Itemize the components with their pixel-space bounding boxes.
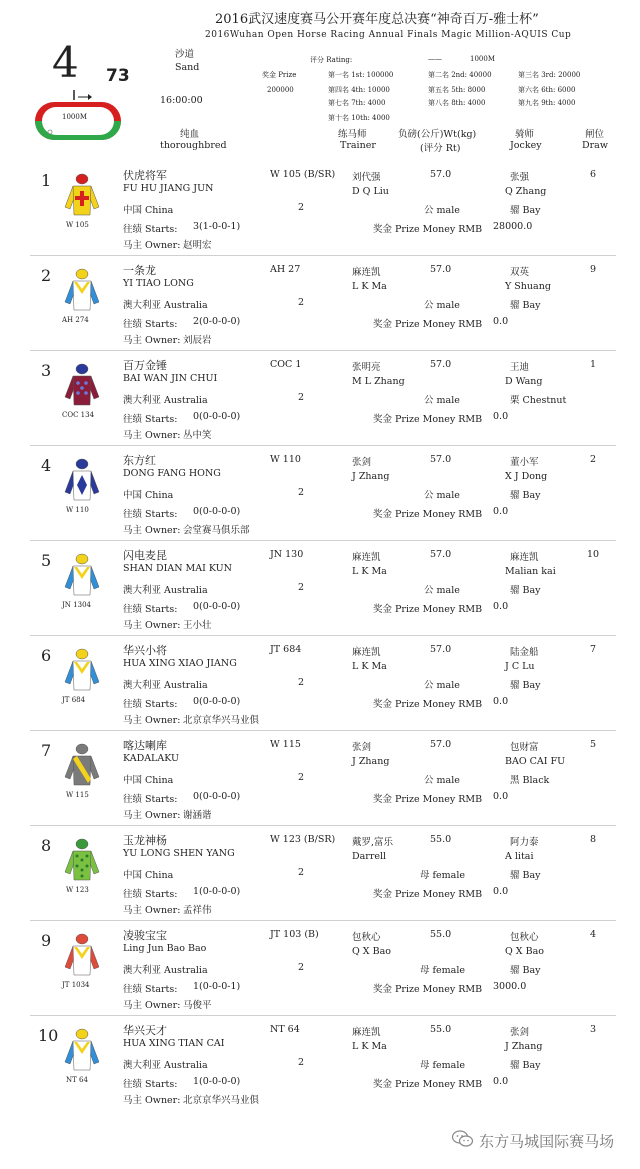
horse-prize-money: 0.0: [493, 506, 509, 517]
horse-owner: 马俊平: [183, 1000, 212, 1011]
jockey-header-en: Jockey: [510, 140, 542, 151]
prize-money-label: 奖金 Prize Money RMB: [373, 414, 483, 425]
silk-code: NT 64: [66, 1076, 88, 1084]
horse-name-en: SHAN DIAN MAI KUN: [123, 563, 232, 574]
horse-name-en: YU LONG SHEN YANG: [123, 848, 235, 859]
horse-colour: 骝 Bay: [510, 585, 541, 596]
draw-number: 6: [590, 169, 597, 180]
horse-weight: 57.0: [430, 359, 452, 370]
horse-colour: 骝 Bay: [510, 205, 541, 216]
horse-colour: 骝 Bay: [510, 680, 541, 691]
horse-prize-money: 28000.0: [493, 221, 533, 232]
horse-sex: 公 male: [424, 205, 460, 216]
silk-code: JN 1304: [62, 601, 91, 609]
weight-header-cn: 负磅(公斤)Wt(kg): [398, 129, 477, 140]
trainer-header-en: Trainer: [340, 140, 376, 151]
rating-label: 评分 Rating:: [310, 56, 353, 64]
prize-money-label: 奖金 Prize Money RMB: [373, 509, 483, 520]
horse-code: JT 103 (B): [270, 929, 319, 940]
draw-number: 5: [590, 739, 597, 750]
trainer-name-en: Q X Bao: [352, 946, 391, 957]
race-time: 16:00:00: [160, 95, 203, 106]
jockey-name-cn: 董小军: [510, 457, 539, 468]
horse-origin: 澳大利亚 Australia: [123, 680, 208, 691]
jockey-name-en: Y Shuang: [505, 281, 551, 292]
horse-sex: 母 female: [420, 1060, 465, 1071]
owner-label: 马主 Owner:: [123, 620, 181, 631]
horse-name-en: DONG FANG HONG: [123, 468, 221, 479]
horse-prize-money: 3000.0: [493, 981, 527, 992]
horse-prize-money: 0.0: [493, 791, 509, 802]
horse-name-en: HUA XING TIAN CAI: [123, 1038, 225, 1049]
owner-label: 马主 Owner:: [123, 1000, 181, 1011]
horse-starts: 3(1-0-0-1): [193, 221, 241, 232]
horse-colour: 骝 Bay: [510, 300, 541, 311]
owner-label: 马主 Owner:: [123, 810, 181, 821]
horse-colour: 黑 Black: [510, 775, 550, 786]
silk-code: W 110: [66, 506, 89, 514]
prize-money-label: 奖金 Prize Money RMB: [373, 889, 483, 900]
trainer-name-en: M L Zhang: [352, 376, 405, 387]
horse-colour: 骝 Bay: [510, 870, 541, 881]
horse-code: AH 27: [270, 264, 301, 275]
surface-cn: 沙道: [175, 49, 195, 60]
horse-starts: 1(0-0-0-0): [193, 886, 241, 897]
trainer-name-cn: 张剑: [352, 742, 372, 753]
trainer-name-cn: 麻连凯: [352, 647, 381, 658]
prize-money-label: 奖金 Prize Money RMB: [373, 984, 483, 995]
trainer-name-en: Darrell: [352, 851, 387, 862]
jockey-name-cn: 王迪: [510, 362, 530, 373]
horse-prize-money: 0.0: [493, 886, 509, 897]
horse-name-cn: 一条龙: [123, 264, 156, 277]
horse-number: 9: [41, 931, 52, 950]
horse-owner: 会堂赛马俱乐部: [183, 525, 250, 536]
horse-number: 8: [41, 836, 52, 855]
horse-owner: 谢涵谐: [183, 810, 212, 821]
prize-6: 第六名 6th: 6000: [518, 86, 576, 94]
jockey-name-en: Malian kai: [505, 566, 556, 577]
horse-code: W 123 (B/SR): [270, 834, 336, 845]
page-title: 2016武汉速度赛马公开赛年度总决赛“神奇百万-雅士杯”: [215, 12, 539, 27]
jockey-name-en: D Wang: [505, 376, 543, 387]
horse-age: 2: [298, 962, 305, 973]
jockey-name-cn: 张剑: [510, 1027, 530, 1038]
prize-4: 第四名 4th: 10000: [328, 86, 390, 94]
horse-starts: 0(0-0-0-0): [193, 696, 241, 707]
owner-label: 马主 Owner:: [123, 240, 181, 251]
prize-money-label: 奖金 Prize Money RMB: [373, 794, 483, 805]
trainer-name-en: D Q Liu: [352, 186, 389, 197]
horse-origin: 中国 China: [123, 490, 174, 501]
starts-label: 往绩 Starts:: [123, 699, 178, 710]
horse-number: 7: [41, 741, 52, 760]
trainer-name-cn: 刘代强: [352, 172, 381, 183]
starts-label: 往绩 Starts:: [123, 794, 178, 805]
horse-prize-money: 0.0: [493, 316, 509, 327]
jockey-silk-icon: [62, 648, 102, 692]
horse-name-en: FU HU JIANG JUN: [123, 183, 214, 194]
horse-prize-money: 0.0: [493, 1076, 509, 1087]
draw-number: 10: [587, 549, 600, 560]
horse-prize-money: 0.0: [493, 411, 509, 422]
jockey-name-en: J C Lu: [505, 661, 535, 672]
horse-name-en: HUA XING XIAO JIANG: [123, 658, 237, 669]
horse-weight: 55.0: [430, 834, 452, 845]
horse-weight: 57.0: [430, 454, 452, 465]
horse-code: W 110: [270, 454, 301, 465]
horse-age: 2: [298, 582, 305, 593]
horse-name-en: BAI WAN JIN CHUI: [123, 373, 218, 384]
prize-money-label: 奖金 Prize Money RMB: [373, 604, 483, 615]
horse-origin: 澳大利亚 Australia: [123, 1060, 208, 1071]
horse-age: 2: [298, 1057, 305, 1068]
prize-money-label: 奖金 Prize Money RMB: [373, 319, 483, 330]
trainer-name-en: L K Ma: [352, 1041, 387, 1052]
horse-number: 6: [41, 646, 52, 665]
starts-label: 往绩 Starts:: [123, 604, 178, 615]
trainer-name-cn: 麻连凯: [352, 1027, 381, 1038]
horse-name-cn: 东方红: [123, 454, 156, 467]
jockey-silk-icon: [62, 838, 102, 882]
jockey-name-cn: 阿力泰: [510, 837, 539, 848]
horse-owner: 孟祥伟: [183, 905, 212, 916]
draw-number: 7: [590, 644, 597, 655]
horse-number: 5: [41, 551, 52, 570]
trainer-name-cn: 戴罗,富乐: [352, 837, 394, 848]
prize-8: 第八名 8th: 4000: [428, 99, 486, 107]
row-divider: [30, 920, 616, 921]
prize-label: 奖金 Prize: [262, 71, 297, 79]
silk-code: JT 1034: [62, 981, 90, 989]
horse-weight: 57.0: [430, 739, 452, 750]
jockey-silk-icon: [62, 458, 102, 502]
horse-origin: 澳大利亚 Australia: [123, 395, 208, 406]
horse-number: 1: [41, 171, 52, 190]
horse-weight: 57.0: [430, 549, 452, 560]
horse-starts: 0(0-0-0-0): [193, 601, 241, 612]
jockey-name-en: A litai: [505, 851, 534, 862]
row-divider: [30, 730, 616, 731]
horse-weight: 55.0: [430, 929, 452, 940]
jockey-name-cn: 张强: [510, 172, 530, 183]
trainer-name-cn: 麻连凯: [352, 267, 381, 278]
horse-starts: 0(0-0-0-0): [193, 411, 241, 422]
horse-name-cn: 玉龙神杨: [123, 834, 167, 847]
row-divider: [30, 1015, 616, 1016]
prize-5: 第五名 5th: 8000: [428, 86, 486, 94]
surface-en: Sand: [175, 62, 200, 73]
jockey-name-en: Q Zhang: [505, 186, 547, 197]
race-sub-number: 73: [106, 66, 130, 86]
horse-owner: 北京京华兴马业俱: [183, 1095, 260, 1106]
trainer-name-en: J Zhang: [352, 471, 390, 482]
horse-code: W 115: [270, 739, 301, 750]
silk-code: AH 274: [62, 316, 89, 324]
prize-money-label: 奖金 Prize Money RMB: [373, 224, 483, 235]
horse-number: 4: [41, 456, 52, 475]
owner-label: 马主 Owner:: [123, 715, 181, 726]
jockey-name-en: BAO CAI FU: [505, 756, 566, 767]
horse-age: 2: [298, 392, 305, 403]
horse-sex: 公 male: [424, 585, 460, 596]
horse-code: JN 130: [270, 549, 304, 560]
horse-number: 10: [38, 1026, 59, 1045]
jockey-name-cn: 双英: [510, 267, 530, 278]
horse-name-en: Ling Jun Bao Bao: [123, 943, 207, 954]
jockey-name-cn: 麻连凯: [510, 552, 539, 563]
jockey-silk-icon: [62, 553, 102, 597]
horse-weight: 57.0: [430, 644, 452, 655]
horse-origin: 澳大利亚 Australia: [123, 585, 208, 596]
rating-value: ——: [428, 55, 442, 63]
owner-label: 马主 Owner:: [123, 430, 181, 441]
jockey-name-cn: 包财富: [510, 742, 539, 753]
horse-owner: 王小壮: [183, 620, 212, 631]
horse-colour: 骝 Bay: [510, 965, 541, 976]
owner-label: 马主 Owner:: [123, 525, 181, 536]
prize-7: 第七名 7th: 4000: [328, 99, 386, 107]
horse-age: 2: [298, 677, 305, 688]
horse-name-cn: 喀达喇库: [123, 739, 167, 752]
starts-label: 往绩 Starts:: [123, 1079, 178, 1090]
horse-starts: 2(0-0-0-0): [193, 316, 241, 327]
draw-header-cn: 闸位: [585, 129, 605, 140]
horse-code: COC 1: [270, 359, 302, 370]
horse-weight: 57.0: [430, 169, 452, 180]
starts-label: 往绩 Starts:: [123, 509, 178, 520]
horse-colour: 骝 Bay: [510, 490, 541, 501]
starts-label: 往绩 Starts:: [123, 889, 178, 900]
trainer-name-cn: 麻连凯: [352, 552, 381, 563]
horse-colour: 栗 Chestnut: [510, 395, 567, 406]
draw-number: 2: [590, 454, 597, 465]
jockey-silk-icon: [62, 173, 102, 217]
horse-owner: 丛中笑: [183, 430, 212, 441]
jockey-silk-icon: [62, 933, 102, 977]
horse-age: 2: [298, 772, 305, 783]
jockey-name-cn: 陆金船: [510, 647, 539, 658]
horse-sex: 公 male: [424, 680, 460, 691]
horse-number: 3: [41, 361, 52, 380]
prize-money-label: 奖金 Prize Money RMB: [373, 699, 483, 710]
trainer-name-cn: 包秋心: [352, 932, 381, 943]
jockey-name-en: X J Dong: [505, 471, 548, 482]
race-distance: 1000M: [470, 55, 495, 63]
horse-code: W 105 (B/SR): [270, 169, 336, 180]
row-divider: [30, 635, 616, 636]
draw-number: 8: [590, 834, 597, 845]
horse-owner: 刘辰岩: [183, 335, 212, 346]
horse-age: 2: [298, 487, 305, 498]
row-divider: [30, 255, 616, 256]
horse-sex: 母 female: [420, 965, 465, 976]
jockey-silk-icon: [62, 363, 102, 407]
breed-en: thoroughbred: [160, 140, 227, 151]
horse-starts: 1(0-0-0-1): [193, 981, 241, 992]
watermark-text: 东方马城国际赛马场: [479, 1132, 615, 1151]
prize-money-label: 奖金 Prize Money RMB: [373, 1079, 483, 1090]
trainer-name-en: L K Ma: [352, 661, 387, 672]
horse-sex: 公 male: [424, 490, 460, 501]
trainer-name-cn: 张剑: [352, 457, 372, 468]
prize-2: 第二名 2nd: 40000: [428, 71, 492, 79]
track-distance-label: 1000M: [62, 113, 87, 121]
jockey-silk-icon: [62, 268, 102, 312]
owner-label: 马主 Owner:: [123, 335, 181, 346]
jockey-header-cn: 骑师: [515, 129, 535, 140]
horse-starts: 0(0-0-0-0): [193, 506, 241, 517]
horse-origin: 中国 China: [123, 205, 174, 216]
trainer-name-cn: 张明亮: [352, 362, 381, 373]
draw-number: 9: [590, 264, 597, 275]
track-diagram: [32, 88, 127, 143]
horse-name-cn: 闪电麦昆: [123, 549, 167, 562]
starts-label: 往绩 Starts:: [123, 319, 178, 330]
starts-label: 往绩 Starts:: [123, 224, 178, 235]
trainer-header-cn: 练马师: [338, 129, 367, 140]
prize-9: 第九名 9th: 4000: [518, 99, 576, 107]
draw-number: 3: [590, 1024, 597, 1035]
trainer-name-en: L K Ma: [352, 566, 387, 577]
prize-1: 第一名 1st: 100000: [328, 71, 394, 79]
horse-colour: 骝 Bay: [510, 1060, 541, 1071]
horse-number: 2: [41, 266, 52, 285]
trainer-name-en: L K Ma: [352, 281, 387, 292]
weight-header-en: (评分 Rt): [420, 143, 461, 154]
horse-age: 2: [298, 867, 305, 878]
draw-number: 1: [590, 359, 597, 370]
horse-weight: 57.0: [430, 264, 452, 275]
horse-sex: 公 male: [424, 300, 460, 311]
row-divider: [30, 825, 616, 826]
horse-prize-money: 0.0: [493, 601, 509, 612]
prize-10: 第十名 10th: 4000: [328, 114, 390, 122]
horse-sex: 母 female: [420, 870, 465, 881]
horse-age: 2: [298, 297, 305, 308]
jockey-silk-icon: [62, 1028, 102, 1072]
page-subtitle: 2016Wuhan Open Horse Racing Annual Finals Magic Million-AQUIS Cup: [205, 30, 572, 40]
prize-3: 第三名 3rd: 20000: [518, 71, 581, 79]
wechat-icon: [452, 1130, 474, 1152]
horse-origin: 中国 China: [123, 870, 174, 881]
draw-header-en: Draw: [582, 140, 608, 151]
jockey-name-cn: 包秋心: [510, 932, 539, 943]
silk-code: W 123: [66, 886, 89, 894]
breed-cn: 纯血: [180, 129, 200, 140]
horse-code: JT 684: [270, 644, 302, 655]
horse-origin: 澳大利亚 Australia: [123, 965, 208, 976]
horse-age: 2: [298, 202, 305, 213]
silk-code: W 115: [66, 791, 89, 799]
horse-sex: 公 male: [424, 775, 460, 786]
horse-name-cn: 伏虎将军: [123, 169, 167, 182]
horse-owner: 赵明宏: [183, 240, 212, 251]
row-divider: [30, 445, 616, 446]
horse-name-cn: 华兴天才: [123, 1024, 167, 1037]
horse-name-en: YI TIAO LONG: [123, 278, 194, 289]
row-divider: [30, 350, 616, 351]
starts-label: 往绩 Starts:: [123, 414, 178, 425]
horse-sex: 公 male: [424, 395, 460, 406]
jockey-name-en: Q X Bao: [505, 946, 544, 957]
horse-origin: 澳大利亚 Australia: [123, 300, 208, 311]
owner-label: 马主 Owner:: [123, 905, 181, 916]
jockey-silk-icon: [62, 743, 102, 787]
silk-code: W 105: [66, 221, 89, 229]
owner-label: 马主 Owner:: [123, 1095, 181, 1106]
horse-owner: 北京京华兴马业俱: [183, 715, 260, 726]
draw-number: 4: [590, 929, 597, 940]
starts-label: 往绩 Starts:: [123, 984, 178, 995]
row-divider: [30, 540, 616, 541]
jockey-name-en: J Zhang: [505, 1041, 543, 1052]
horse-name-cn: 百万金锤: [123, 359, 167, 372]
horse-name-cn: 华兴小将: [123, 644, 167, 657]
silk-code: COC 134: [62, 411, 95, 419]
prize-total: 200000: [267, 86, 294, 94]
horse-prize-money: 0.0: [493, 696, 509, 707]
horse-starts: 0(0-0-0-0): [193, 791, 241, 802]
horse-origin: 中国 China: [123, 775, 174, 786]
trainer-name-en: J Zhang: [352, 756, 390, 767]
horse-weight: 55.0: [430, 1024, 452, 1035]
horse-name-en: KADALAKU: [123, 753, 179, 764]
horse-starts: 1(0-0-0-0): [193, 1076, 241, 1087]
race-number: 4: [52, 38, 79, 87]
horse-code: NT 64: [270, 1024, 300, 1035]
silk-code: JT 684: [62, 696, 86, 704]
watermark: [452, 1130, 614, 1152]
horse-name-cn: 凌骏宝宝: [123, 929, 167, 942]
